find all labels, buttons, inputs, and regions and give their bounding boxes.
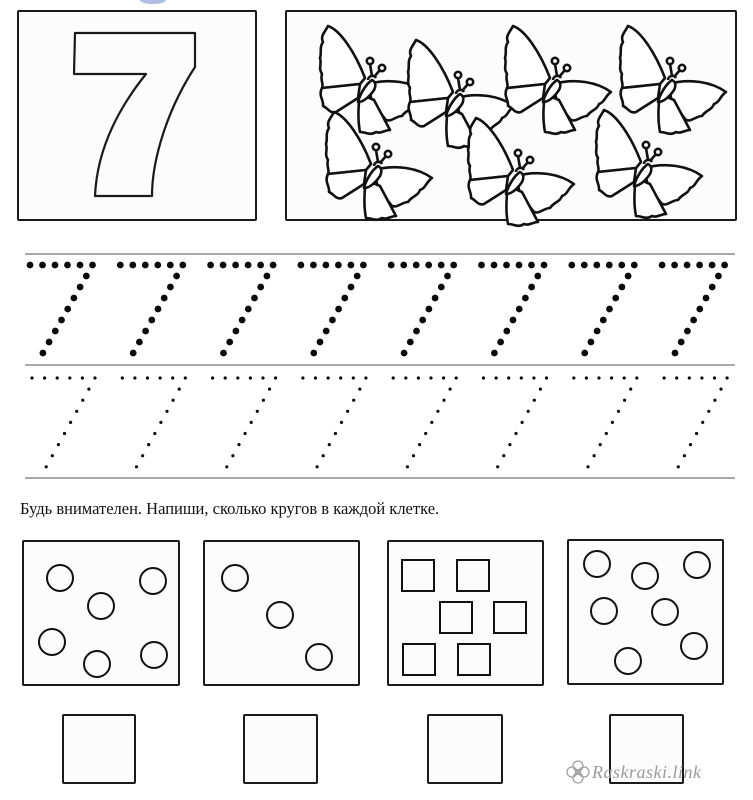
answer-box-2[interactable] — [243, 714, 318, 784]
dotted-seven — [211, 376, 277, 468]
square-icon — [458, 644, 490, 675]
square-icon — [457, 560, 489, 591]
butterfly-icon — [620, 26, 726, 134]
square-icon — [402, 560, 434, 591]
dotted-seven — [27, 262, 96, 357]
tracing-sevens[interactable] — [0, 240, 753, 480]
dotted-seven — [568, 262, 637, 357]
circle-icon — [306, 644, 332, 670]
dotted-seven — [30, 376, 96, 468]
decorative-blob — [140, 0, 166, 4]
dotted-seven — [117, 262, 186, 357]
dotted-seven — [482, 376, 548, 468]
answer-box-3[interactable] — [427, 714, 503, 784]
circle-icon — [39, 629, 65, 655]
numeral-box — [17, 10, 257, 221]
butterflies-box — [285, 10, 737, 221]
dotted-seven — [121, 376, 187, 468]
count-box-4 — [567, 539, 724, 685]
numeral-seven-outline-icon — [17, 10, 257, 221]
instruction-text: Будь внимателен. Напиши, сколько кругов в каждой клетке. — [20, 499, 440, 518]
butterfly-icon — [505, 26, 611, 134]
butterflies-illustration — [285, 10, 737, 221]
dotted-seven — [663, 376, 729, 468]
circle-icon — [591, 598, 617, 624]
dotted-seven — [572, 376, 638, 468]
count-box-1 — [22, 540, 180, 686]
dotted-seven — [207, 262, 276, 357]
watermark-text: Raskraski.link — [592, 762, 702, 782]
circles-group — [567, 539, 724, 685]
circles-group — [22, 540, 180, 686]
answer-box-1[interactable] — [62, 714, 136, 784]
circle-icon — [681, 633, 707, 659]
dotted-seven — [388, 262, 457, 357]
circle-icon — [222, 565, 248, 591]
flower-logo-icon — [566, 760, 590, 784]
circle-icon — [632, 563, 658, 589]
square-icon — [494, 602, 526, 633]
circle-icon — [140, 568, 166, 594]
circle-icon — [267, 602, 293, 628]
count-box-2 — [203, 540, 360, 686]
circle-icon — [84, 651, 110, 677]
circle-icon — [88, 593, 114, 619]
square-icon — [403, 644, 435, 675]
circle-icon — [47, 565, 73, 591]
dotted-seven — [298, 262, 367, 357]
squares-group — [387, 540, 544, 686]
butterfly-icon — [408, 40, 514, 148]
circle-icon — [584, 551, 610, 577]
dotted-seven — [478, 262, 547, 357]
dotted-seven — [392, 376, 458, 468]
circle-icon — [141, 642, 167, 668]
square-icon — [440, 602, 472, 633]
circle-icon — [684, 552, 710, 578]
count-box-3 — [387, 540, 544, 686]
circles-group — [203, 540, 360, 686]
dotted-seven — [659, 262, 728, 357]
circle-icon — [615, 648, 641, 674]
circle-icon — [652, 599, 678, 625]
dotted-seven — [301, 376, 367, 468]
